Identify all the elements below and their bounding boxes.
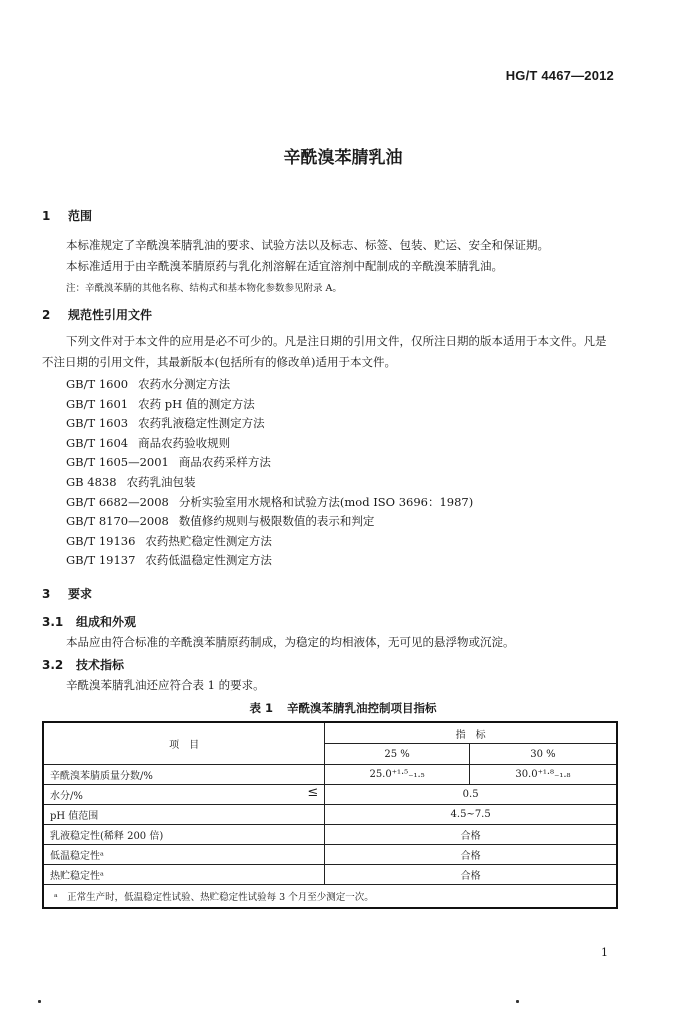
section-title: 规范性引用文件 bbox=[68, 308, 153, 322]
table-cell-value: 0.5 bbox=[325, 785, 617, 805]
section-3-heading bbox=[42, 585, 92, 602]
scan-speck bbox=[38, 1000, 41, 1003]
table-cell-value: 30.0⁺¹·⁸₋₁.₈ bbox=[469, 765, 617, 785]
table-row bbox=[43, 765, 617, 785]
table-caption bbox=[0, 700, 686, 716]
table-cell-value: 合格 bbox=[325, 865, 617, 885]
document-title: 辛酰溴苯腈乳油 bbox=[283, 148, 403, 168]
header-30-percent: 30 % bbox=[469, 744, 617, 765]
section-number: 3 bbox=[42, 587, 51, 601]
scope-paragraph-2: 本标准适用于由辛酰溴苯腈原药与乳化剂溶解在适宜溶剂中配制成的辛酰溴苯腈乳油。 bbox=[66, 259, 503, 273]
technical-index-paragraph: 辛酰溴苯腈乳油还应符合表 1 的要求。 bbox=[66, 678, 265, 692]
section-3-2-heading bbox=[42, 656, 124, 673]
table-cell-value: 合格 bbox=[325, 845, 617, 865]
list-item: GB/T 19136 农药热贮稳定性测定方法 bbox=[66, 533, 272, 548]
section-2-heading bbox=[42, 306, 152, 323]
table-row bbox=[43, 845, 617, 865]
list-item: GB/T 1604 商品农药验收规则 bbox=[66, 435, 231, 450]
table-cell-item: 辛酰溴苯腈质量分数/% bbox=[43, 765, 325, 785]
table-number: 表 1 bbox=[249, 701, 273, 715]
scan-speck bbox=[516, 1000, 519, 1003]
reference-list bbox=[66, 376, 473, 572]
table-cell-value: 25.0⁺¹·⁵₋₁.₅ bbox=[325, 765, 470, 785]
list-item: GB 4838 农药乳油包装 bbox=[66, 474, 196, 489]
table-cell-item: 乳液稳定性(稀释 200 倍) bbox=[43, 825, 325, 845]
header-index: 指 标 bbox=[325, 722, 617, 744]
section-number: 3.2 bbox=[42, 658, 64, 672]
table-footnote: ᵃ 正常生产时，低温稳定性试验、热贮稳定性试验每 3 个月至少测定一次。 bbox=[43, 885, 617, 909]
table-footnote-row bbox=[43, 885, 617, 909]
le-symbol: ≤ bbox=[307, 785, 319, 800]
list-item: GB/T 1600 农药水分测定方法 bbox=[66, 377, 231, 391]
section-number: 2 bbox=[42, 308, 51, 322]
header-25-percent: 25 % bbox=[325, 744, 470, 765]
table-cell-value: 4.5~7.5 bbox=[325, 805, 617, 825]
table-cell-value: 合格 bbox=[325, 825, 617, 845]
section-number: 1 bbox=[42, 209, 51, 223]
item-label: 水分/% bbox=[50, 791, 83, 802]
section-number: 3.1 bbox=[42, 615, 64, 629]
scope-paragraph-1: 本标准规定了辛酰溴苯腈乳油的要求、试验方法以及标志、标签、包装、贮运、安全和保证期。 bbox=[66, 238, 549, 252]
table-row bbox=[43, 865, 617, 885]
section-title: 要求 bbox=[68, 587, 93, 601]
section-title: 技术指标 bbox=[76, 658, 125, 672]
list-item: GB/T 1603 农药乳液稳定性测定方法 bbox=[66, 416, 265, 431]
table-row bbox=[43, 825, 617, 845]
section-title: 组成和外观 bbox=[76, 615, 137, 629]
list-item: GB/T 8170—2008 数值修约规则与极限数值的表示和判定 bbox=[66, 514, 375, 529]
list-item: GB/T 19137 农药低温稳定性测定方法 bbox=[66, 553, 272, 568]
list-item: GB/T 1605—2001 商品农药采样方法 bbox=[66, 455, 271, 470]
section-3-1-heading bbox=[42, 613, 136, 630]
section-title: 范围 bbox=[68, 209, 93, 223]
references-intro-paragraph: 下列文件对于本文件的应用是必不可少的。凡是注日期的引用文件，仅所注日期的版本适用于本文件。凡是不注日期的引用文件，其最新版本(包括所有的修改单)适用于本文件。 bbox=[42, 334, 607, 369]
section-1-heading bbox=[42, 207, 92, 224]
table-title: 辛酰溴苯腈乳油控制项目指标 bbox=[287, 701, 437, 715]
table-cell-item: 低温稳定性ᵃ bbox=[43, 845, 325, 865]
header-item: 项 目 bbox=[43, 722, 325, 765]
composition-paragraph: 本品应由符合标准的辛酰溴苯腈原药制成，为稳定的均相液体，无可见的悬浮物或沉淀。 bbox=[66, 635, 515, 649]
list-item: GB/T 1601 农药 pH 值的测定方法 bbox=[66, 396, 255, 411]
table-header-row bbox=[43, 722, 617, 744]
table-row bbox=[43, 805, 617, 825]
table-row bbox=[43, 785, 617, 805]
spec-table bbox=[42, 721, 618, 909]
standard-code: HG/T 4467—2012 bbox=[505, 68, 614, 83]
table-cell-item bbox=[43, 785, 325, 805]
list-item: GB/T 6682—2008 分析实验室用水规格和试验方法(mod ISO 3696：1987) bbox=[66, 494, 474, 509]
page-number: 1 bbox=[601, 946, 608, 959]
scope-note: 注：辛酰溴苯腈的其他名称、结构式和基本物化参数参见附录 A。 bbox=[66, 283, 342, 294]
table-cell-item: 热贮稳定性ᵃ bbox=[43, 865, 325, 885]
table-cell-item: pH 值范围 bbox=[43, 805, 325, 825]
